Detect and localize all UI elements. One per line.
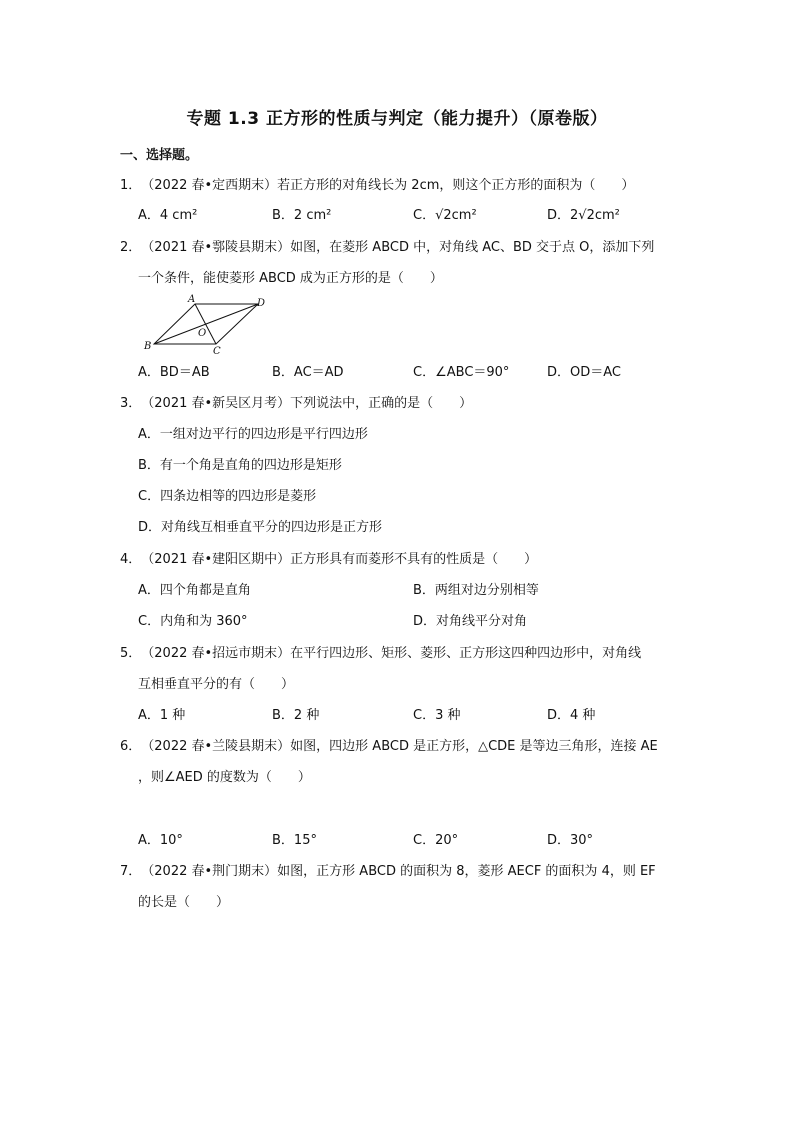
option-b[interactable]: B．15° (272, 833, 317, 848)
option-b[interactable]: B．有一个角是直角的四边形是矩形 (138, 458, 342, 473)
question-6 (120, 737, 658, 757)
option-a[interactable]: A．BD＝AB (138, 365, 210, 380)
option-d[interactable]: D．30° (547, 833, 594, 848)
option-a[interactable]: A．4 cm² (138, 208, 198, 223)
option-a[interactable]: A．四个角都是直角 (138, 583, 251, 598)
question-2 (120, 238, 654, 258)
question-number: 2． (120, 240, 142, 255)
question-number: 6． (120, 739, 142, 754)
question-3 (120, 394, 472, 414)
option-d[interactable]: D．2√2cm² (547, 208, 620, 223)
option-c[interactable]: C．20° (413, 833, 459, 848)
question-number: 5． (120, 646, 142, 661)
question-number: 1． (120, 178, 142, 193)
question-text: （2021 春•新吴区月考）下列说法中，正确的是（ ） (141, 396, 473, 411)
question-7-line2: 的长是（ ） (138, 895, 230, 910)
question-4 (120, 550, 537, 570)
option-c[interactable]: C．∠ABC＝90° (413, 365, 510, 380)
question-6-line2: ，则∠AED 的度数为（ ） (138, 770, 311, 785)
option-c[interactable]: C．3 种 (413, 708, 461, 723)
question-text-line1: （2022 春•招远市期末）在平行四边形、矩形、菱形、正方形这四种四边形中，对角线 (141, 646, 642, 661)
option-d[interactable]: D．4 种 (547, 708, 596, 723)
option-b[interactable]: B．两组对边分别相等 (413, 583, 539, 598)
option-d[interactable]: D．对角线互相垂直平分的四边形是正方形 (138, 520, 383, 535)
question-text-line1: （2022 春•荆门期末）如图，正方形 ABCD 的面积为 8，菱形 AECF 的面积为 4，则 EF (141, 864, 656, 879)
option-c[interactable]: C．四条边相等的四边形是菱形 (138, 489, 317, 504)
option-a[interactable]: A．10° (138, 833, 183, 848)
question-text: （2022 春•定西期末）若正方形的对角线长为 2cm，则这个正方形的面积为（ ） (141, 178, 635, 193)
question-5 (120, 644, 641, 664)
question-text-line1: （2021 春•鄠陵县期末）如图，在菱形 ABCD 中，对角线 AC、BD 交于点 O，添加下列 (141, 240, 655, 255)
label-c: C (213, 346, 221, 356)
option-a[interactable]: A．一组对边平行的四边形是平行四边形 (138, 427, 368, 442)
question-number: 4． (120, 552, 142, 567)
option-b[interactable]: B．2 cm² (272, 208, 332, 223)
question-2-line2: 一个条件，能使菱形 ABCD 成为正方形的是（ ） (138, 271, 443, 286)
label-b: B (144, 341, 152, 352)
rhombus-figure (140, 292, 275, 356)
option-c[interactable]: C．内角和为 360° (138, 614, 248, 629)
label-a: A (188, 294, 196, 305)
option-d[interactable]: D．对角线平分对角 (413, 614, 528, 629)
question-1 (120, 176, 634, 196)
question-5-line2: 互相垂直平分的有（ ） (138, 677, 295, 692)
question-number: 3． (120, 396, 142, 411)
option-d[interactable]: D．OD＝AC (547, 365, 621, 380)
question-text: （2021 春•建阳区期中）正方形具有而菱形不具有的性质是（ ） (141, 552, 538, 567)
question-text-line1: （2022 春•兰陵县期末）如图，四边形 ABCD 是正方形，△CDE 是等边三角形，连接 AE (141, 739, 658, 754)
option-b[interactable]: B．2 种 (272, 708, 320, 723)
page-title: 专题 1.3 正方形的性质与判定（能力提升）（原卷版） (186, 109, 608, 129)
option-c[interactable]: C．√2cm² (413, 208, 477, 223)
question-7 (120, 862, 656, 882)
section-heading: 一、选择题。 (120, 148, 199, 163)
option-b[interactable]: B．AC＝AD (272, 365, 344, 380)
label-d: D (257, 298, 266, 309)
label-o: O (198, 328, 207, 339)
option-a[interactable]: A．1 种 (138, 708, 186, 723)
question-number: 7． (120, 864, 142, 879)
